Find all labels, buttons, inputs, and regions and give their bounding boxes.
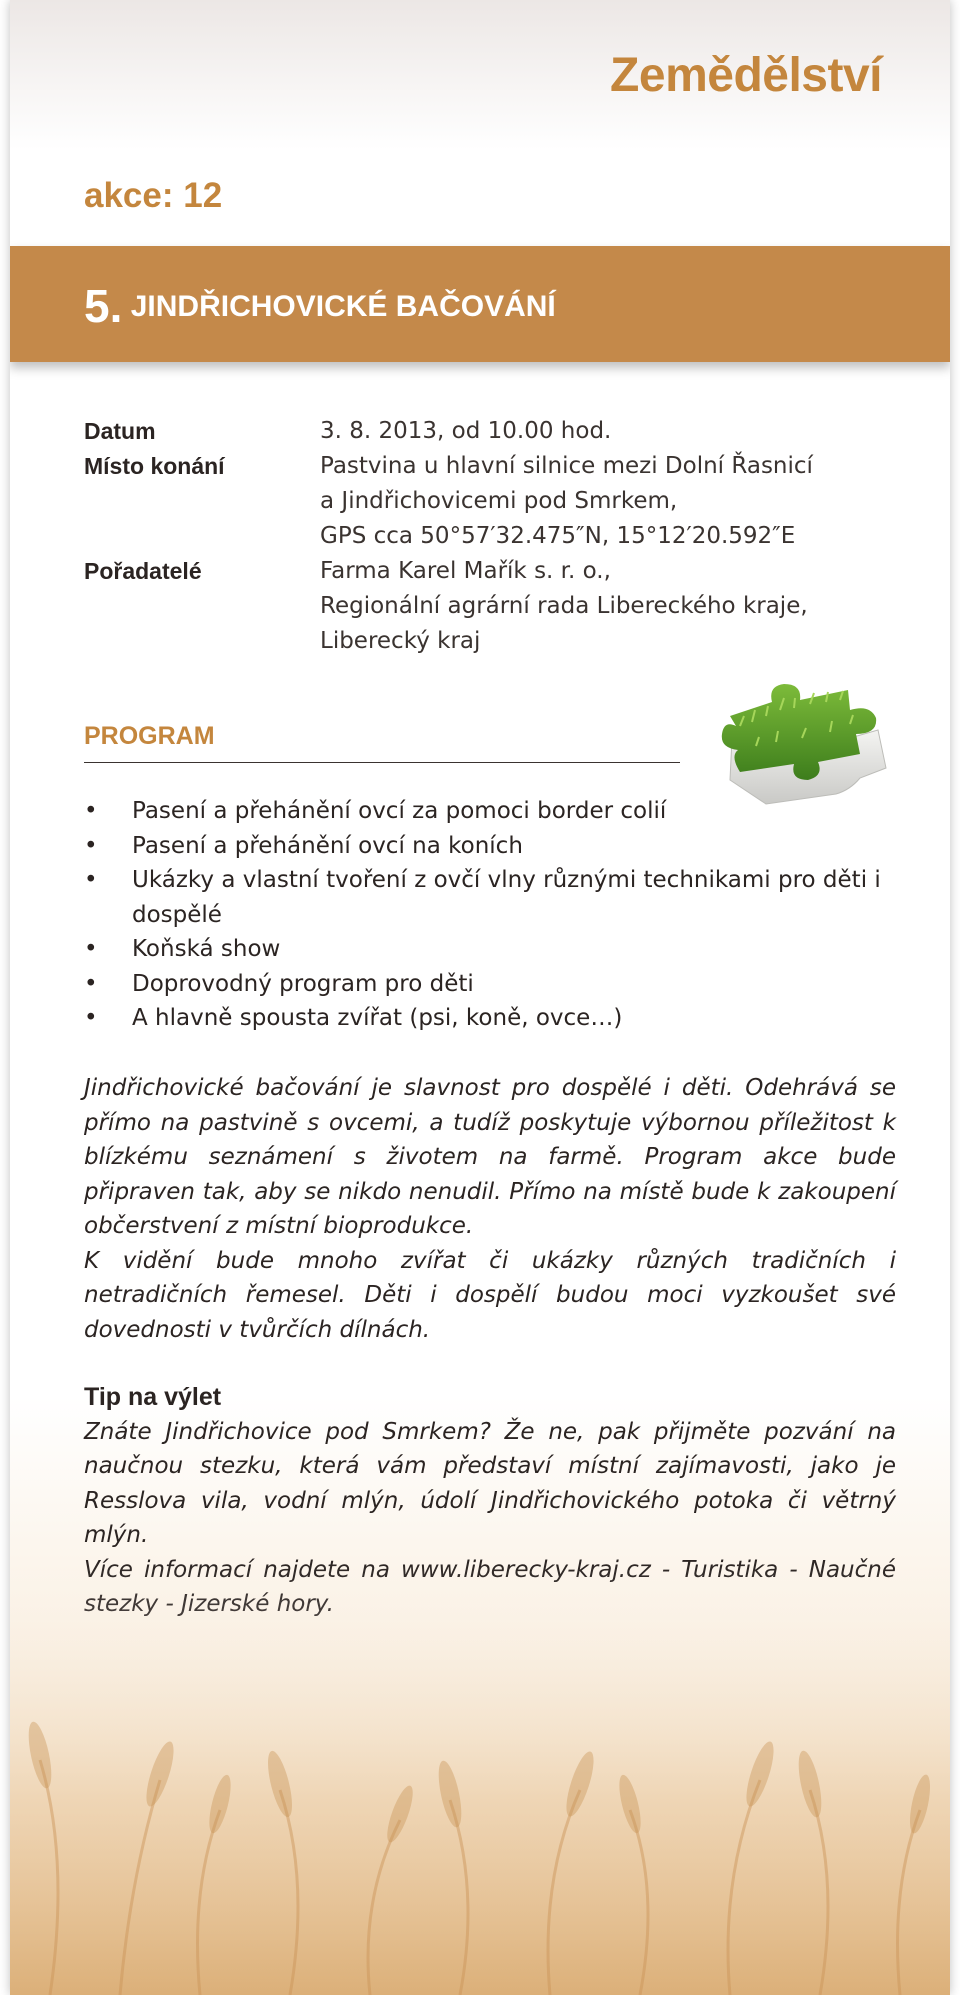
tip-heading: Tip na výlet xyxy=(84,1383,222,1411)
tip-paragraph: Znáte Jindřichovice pod Smrkem? Že ne, pak přijměte pozvání na naučnou stezku, která vám představí místní zajímavosti, jako je Resslova vila, vodní mlýn, údolí Jindřichovického potoka či větrný mlýn. xyxy=(84,1418,896,1548)
bullet: • xyxy=(84,936,98,962)
event-number: akce: 12 xyxy=(84,176,223,215)
bullet: • xyxy=(84,867,98,893)
program-item-text: Doprovodný program pro děti xyxy=(132,970,474,997)
program-item-text: Pasení a přehánění ovcí na koních xyxy=(132,832,523,859)
organizer-line: Farma Karel Mařík s. r. o., xyxy=(320,558,611,584)
bullet: • xyxy=(84,1005,98,1031)
info-row-organizers xyxy=(84,554,813,659)
date-label: Datum xyxy=(84,418,156,444)
event-info xyxy=(84,414,813,659)
organizer-line: Liberecký kraj xyxy=(320,628,481,654)
place-line-gps: GPS cca 50°57′32.475″N, 15°12′20.592″E xyxy=(320,523,796,549)
program-item-text: Pasení a přehánění ovcí za pomoci border colií xyxy=(132,798,667,824)
list-item xyxy=(84,829,904,864)
place-line: a Jindřichovicemi pod Smrkem, xyxy=(320,488,678,514)
place-line: Pastvina u hlavní silnice mezi Dolní Řasnicí xyxy=(320,453,813,479)
program-heading: PROGRAM xyxy=(84,722,215,750)
info-row-place xyxy=(84,449,813,554)
list-item xyxy=(84,863,904,932)
organizers-value xyxy=(320,554,808,659)
info-row-date xyxy=(84,414,813,449)
organizer-line: Regionální agrární rada Libereckého kraje, xyxy=(320,593,808,619)
list-item xyxy=(84,794,904,829)
program-item-text: A hlavně spousta zvířat (psi, koně, ovce…) xyxy=(132,1005,623,1031)
event-title-number: 5. xyxy=(84,280,123,332)
bullet: • xyxy=(84,832,98,859)
place-value xyxy=(320,449,813,554)
list-item xyxy=(84,967,904,1002)
description-paragraph: Jindřichovické bačování je slavnost pro dospělé i děti. Odehrává se přímo na pastvině s ovcemi, a tudíž poskytuje výbornou příležitost k blízkému seznámení s životem na farmě. Program akce bude připraven tak, aby se nikdo nenudil. Přímo na místě bude k zakoupení občerstvení z místní bioprodukce. xyxy=(84,1075,896,1239)
program-list xyxy=(84,794,904,1036)
program-divider xyxy=(84,762,680,763)
wheat-field-image xyxy=(10,1560,950,1995)
program-item-text: Koňská show xyxy=(132,936,281,962)
list-item xyxy=(84,932,904,967)
bullet: • xyxy=(84,798,98,824)
date-value: 3. 8. 2013, od 10.00 hod. xyxy=(320,418,612,444)
brochure-page xyxy=(10,0,950,1995)
event-description xyxy=(84,1071,896,1347)
list-item xyxy=(84,1001,904,1036)
grass-puzzle-icon xyxy=(710,676,895,811)
event-title xyxy=(84,279,556,333)
section-title: Zemědělství xyxy=(610,49,882,102)
program-item-text: Ukázky a vlastní tvoření z ovčí vlny různými technikami pro děti i dospělé xyxy=(132,867,881,928)
organizers-label: Pořadatelé xyxy=(84,558,202,584)
description-paragraph: K vidění bude mnoho zvířat či ukázky různých tradičních i netradičních řemesel. Děti i dospělí budou moci vyzkoušet své dovednosti v tvůrčích dílnách. xyxy=(84,1247,896,1343)
place-label: Místo konání xyxy=(84,453,225,479)
event-title-banner xyxy=(10,246,950,362)
event-title-text: JINDŘICHOVICKÉ BAČOVÁNÍ xyxy=(130,290,556,323)
bullet: • xyxy=(84,970,98,997)
